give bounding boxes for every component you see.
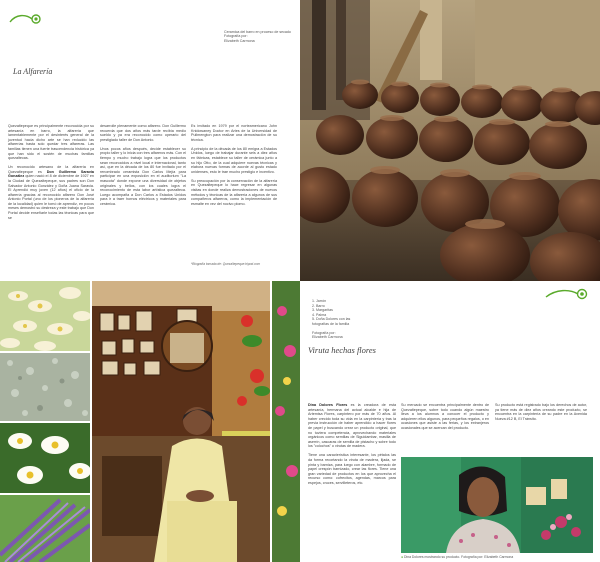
photo-index-item: 1. Jarrón xyxy=(312,299,327,303)
flowers-strip-photo xyxy=(272,281,300,562)
grey-gravel-photo xyxy=(0,353,90,421)
photo-index-item: 2. Barro xyxy=(312,303,325,308)
paragraph: Quezaltepeque es principalmente reconocida por su artesanía en barro, la alfarería que lamentablemente por el desinterés general de la juventud hacia dicho arte se han reducido las alfarerías hasta solo quedar tres alfareras. Las familias tienen una fuerte trascendencia histórica ya que han sido el sostén de muchas familias quezaltecas. xyxy=(8,124,94,161)
footnote: *Biografía tomada de: Quezaltepeque.tripod.com xyxy=(191,262,261,266)
dina-dolores-portrait-photo xyxy=(401,457,593,553)
photo-caption: ● Dina Dolores mostrando su producto. Fotografía por: Elizabeth Carmona xyxy=(401,555,514,559)
paragraph: Su producto está registrado bajo los derechos de autor, ya tiene más de diez años creando este producto, se encuentra en la carpintería de su padre en la Avenida Nueva #12 B, El Tránsito. xyxy=(495,403,587,421)
paragraph: Su mercado se encuentra principalmente dentro de Quezaltepeque, sobre todo cuando algún maestro lleva a los alumnos a conocer el producto y adquieren ellos algunos, para pequeños regalos, o en ocasiones que asiste a las ferias, y los extranjeros ocasionales que se acercan del producto. xyxy=(401,403,489,430)
page-clay-jars-photo xyxy=(300,0,600,281)
credit-line: Elizabeth Carmona xyxy=(224,38,255,43)
text-column-2 xyxy=(100,124,186,211)
paragraph: Un reconocido artesano de la alfarería en Quezaltepeque es Don Guillermo Saravia González quien nació el 8 de diciembre de 1927 en la Ciudad de Quezaltepeque, sus padres son Don Salvador Antonio González y Doña Juana Saravia. El Aprendió muy joven (12 años) el oficio de la alfarería gracias al reconocido alfarero Don José Antonio Portal (uno de los pioneros de la alfarería de la localidad) quien le tomó de aprendiz, en pocos meses demostró su destreza y este trabajo que Don Portal decide enseñarle todas las técnicas para que se xyxy=(8,165,94,220)
paragraph: Su preocupación por la conservación de la alfarería en Quezaltepeque lo hace regresar en algunas visitas en donde realiza demostraciones de nuevos métodos y técnicas de la alfarería a algunos de sus compañeros alfareros, como la implementación de esmalte en vez del nocivo plomo. xyxy=(191,178,277,206)
artisan-name: Dina Dolores Flores xyxy=(308,403,348,407)
text-column-3 xyxy=(191,124,277,211)
purple-palm-photo xyxy=(0,495,90,562)
paragraph: Es invitado en 1979 por el norteamericano John Knidowaney Doctor en Artes de la Universidad de Pullmengton para realizar una demostración de su técnica. xyxy=(191,124,277,142)
daisies-photo xyxy=(0,423,90,493)
section-title: La Alfarería xyxy=(13,67,53,76)
photo-index-item: 4. Palma xyxy=(312,312,327,317)
credit-line: Fotografía por: xyxy=(312,330,336,335)
paragraph: Tiene una característica interesante, los pétalos las da forma recortando la viruta de madera, lijada, se pinta y barniza, para luego con alambre, formado de papel crespón barnizado, crear las flores. Tiene una gran variedad de productos en los que aprovecha el recurso como: cofrecitos, agendas, marcos para espejos, cruces, servilleteros, etc. xyxy=(308,453,396,485)
text-column-3 xyxy=(495,403,587,426)
credit-line: Fotografía por: xyxy=(224,34,248,39)
photo-index xyxy=(312,299,392,340)
white-flowers-photo xyxy=(0,281,90,351)
paragraph: A principio de la década de los 80 emigra a Estados Unidos, luego de trabajar durante seis a diez años en fábricas, establece su taller de cerámica junto a su hijo Otto, de la cual adquiere nuevas técnicas y elabora nuevas formas de acorde al gusto estado unidenses, esto le trae mucho prestigio e incentivo. xyxy=(191,146,277,174)
photo-credit xyxy=(224,30,294,43)
section-title: Viruta hechas flores xyxy=(308,345,376,355)
page-la-alfareria-text xyxy=(0,0,300,281)
credit-line: Elizabeth Carmona xyxy=(312,335,343,340)
credit-line: Ceramica del barro en proceso de secado xyxy=(224,30,291,34)
artisan-name: Don Guillermo Saravia González xyxy=(8,169,94,179)
text-column-1 xyxy=(8,124,94,225)
clay-jars-photo xyxy=(300,0,600,281)
photo-index-item: 3. Margaritas xyxy=(312,308,333,313)
green-swirl-ornament xyxy=(8,12,44,26)
paragraph: Unos pocos años después, decide establecer su propio taller y lo inicia con tres alfareros más. Con el tiempo y mucho trabajo logra que los productos sean reconocidos a nivel local e internacional, tanto así, que en la década de los 80 fue invitado por el renombrado ceramista Don Carlos Mejía para participar en una exposición en el auditorium "La mascota" donde expone una diversidad de objetos originales y bellos, con los cuales logra el reconocimiento de esta labor artística quezalteca. Luego acompaña a Don Carlos a Estados Unidos para ir a traer hornos eléctricos y materiales para cerámica. xyxy=(100,146,186,206)
text-column-2 xyxy=(401,403,489,435)
paragraph: Dina Dolores Flores es la creadora de esta artesanía, hermana del actual alcalde e hija de Artemisa Flores, carpintero por más de 70 años. Al haber crecido toda su vida en la carpintería y tras la previa instrucción de haber aprendido a hacer flores de papel y buscando crear un producto original, que no tuviera competencia, aprovechando materiales orgánicos como semillas de Siguidambar, masilla de aserrín, cascaras de semilla de pistacho y sobre todo los "colochos" o virutas de madera. xyxy=(308,403,396,449)
photo-index-item: fotografías de la familia xyxy=(312,321,350,326)
text-column-1 xyxy=(308,403,396,490)
paragraph: desarrolle plenamente como alfarero. Don Guillermo recuerda que dos años más tarde recibía medio sueldo y ya era reconocido como operario del prestigiado taller de Don Antonio. xyxy=(100,124,186,142)
photo-index-item: 5. Doña Dolores con las xyxy=(312,317,351,322)
dona-dolores-family-photos xyxy=(92,281,270,562)
page-viruta-hechas-flores xyxy=(300,281,600,562)
green-swirl-ornament xyxy=(544,287,590,301)
page-photo-collage xyxy=(0,281,300,562)
